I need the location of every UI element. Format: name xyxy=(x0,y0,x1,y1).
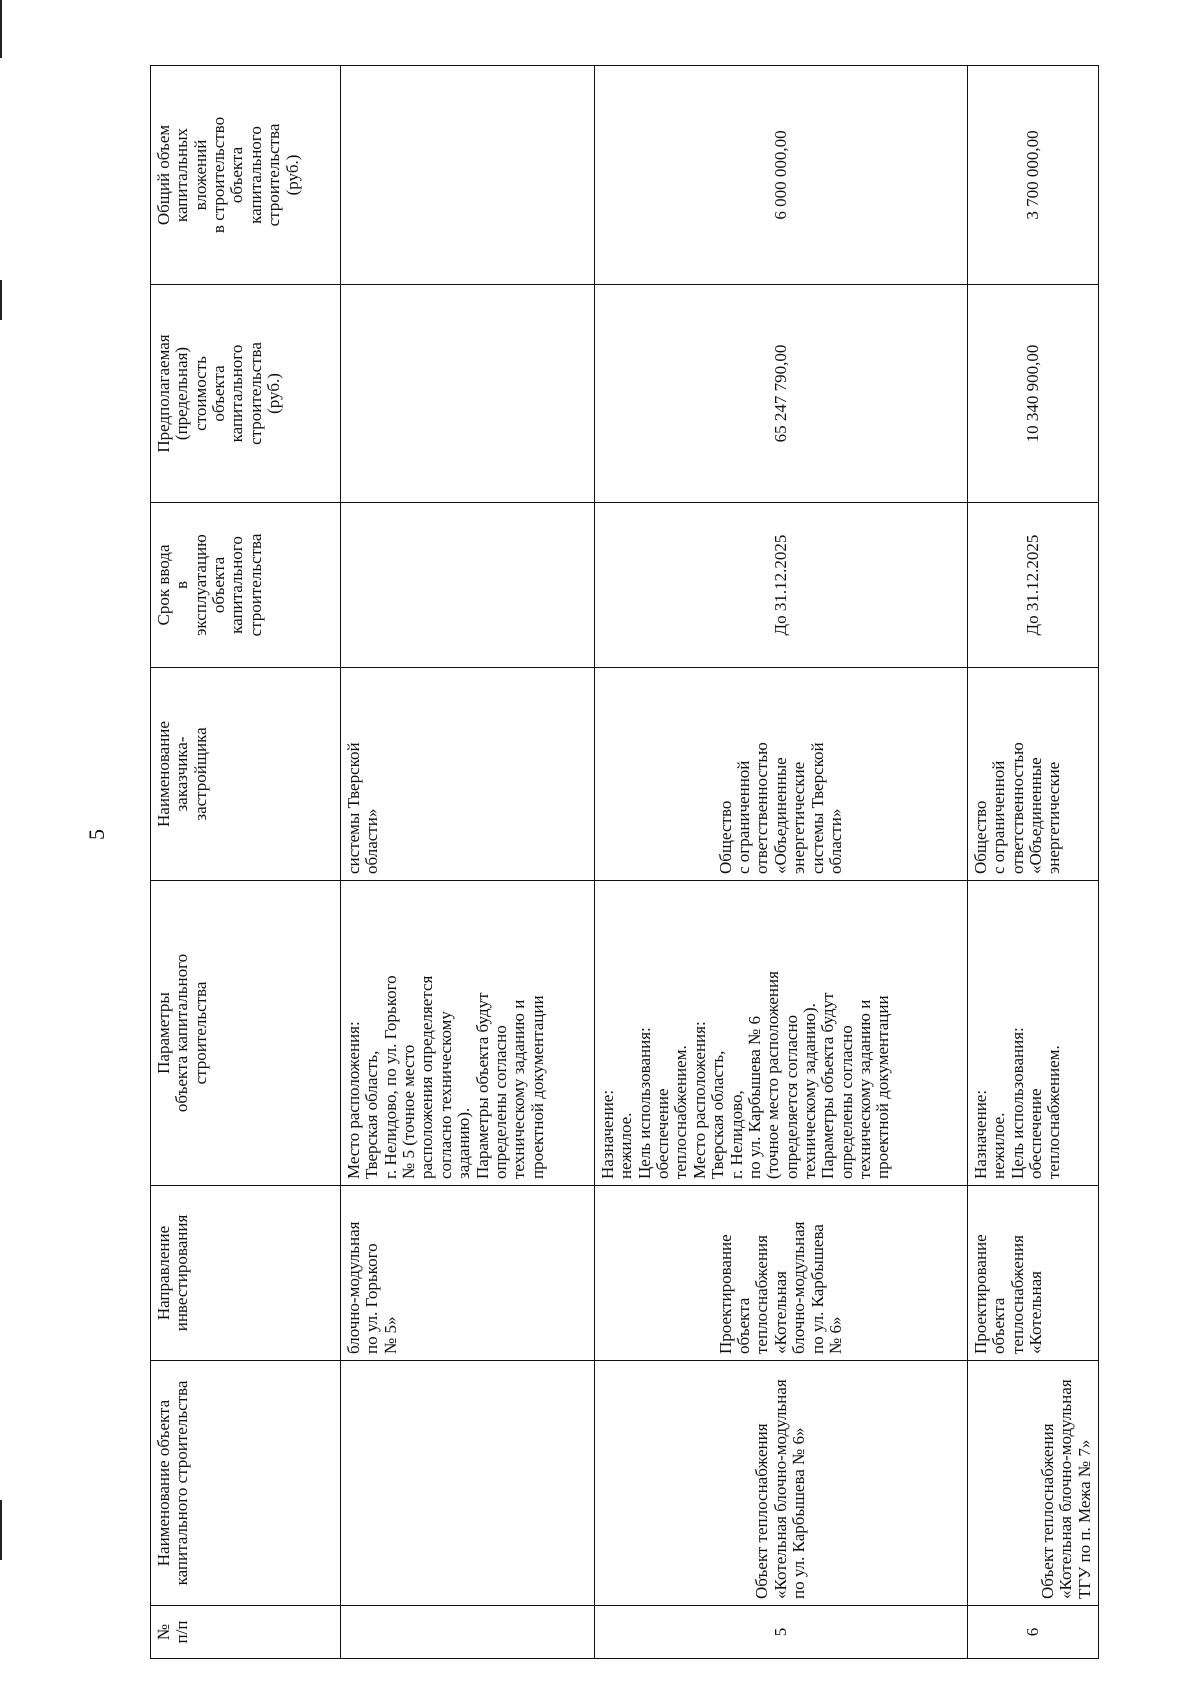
row-customer: системы Тверской области» xyxy=(341,668,595,881)
row-customer: Общество с ограниченной ответственностью «Объединенные энергетические системы Тверской области» xyxy=(595,668,968,881)
investment-table xyxy=(150,65,1099,1659)
row-params: Место расположения: Тверская область, г. Нелидово, по ул. Горького № 5 (точное место расположения определяется согласно техническому заданию). Параметры объекта будут определены согласно техническому заданию и проектной документации xyxy=(341,881,595,1186)
row-params: Назначение: нежилое. Цель использования: обеспечение теплоснабжением. Место расположения: Тверская область, г. Нелидово, по ул. Карбышева № 6 (точное место расположения определяется согласно техническому заданию). Параметры объекта будут определены согласно техническому заданию и проектной документации xyxy=(595,881,968,1186)
table-row xyxy=(595,66,968,1659)
header-num: № п/п xyxy=(151,1606,341,1659)
scan-edge-line-bottom xyxy=(0,1500,2,1560)
row-customer: Общество с ограниченной ответственностью «Объединенные энергетические xyxy=(968,668,1099,881)
row-cost xyxy=(341,285,595,503)
row-params: Назначение: нежилое. Цель использования: обеспечение теплоснабжением. xyxy=(968,881,1099,1186)
header-cost: Предполагаемая (предельная) стоимость объекта капитального строительства (руб.) xyxy=(151,285,341,503)
table-row xyxy=(968,66,1099,1659)
row-total xyxy=(341,66,595,285)
row-cost: 65 247 790,00 xyxy=(595,285,968,503)
header-params: Параметры объекта капитального строительства xyxy=(151,881,341,1186)
page-number: 5 xyxy=(84,829,109,840)
header-deadline: Срок ввода в эксплуатацию объекта капитального строительства xyxy=(151,503,341,668)
row-name xyxy=(341,1361,595,1606)
row-num: 5 xyxy=(595,1606,968,1659)
row-deadline: До 31.12.2025 xyxy=(595,503,968,668)
row-deadline xyxy=(341,503,595,668)
rotated-page xyxy=(150,66,1098,1659)
header-total: Общий объем капитальных вложений в строительство объекта капитального строительства (руб.) xyxy=(151,66,341,285)
row-total: 6 000 000,00 xyxy=(595,66,968,285)
row-direction: Проектирование объекта теплоснабжения «Котельная блочно-модульная по ул. Карбышева № 6» xyxy=(595,1186,968,1361)
row-num: 6 xyxy=(968,1606,1099,1659)
row-name: Объект теплоснабжения «Котельная блочно-модульная по ул. Карбышева № 6» xyxy=(595,1361,968,1606)
row-direction: блочно-модульная по ул. Горького № 5» xyxy=(341,1186,595,1361)
row-num xyxy=(341,1606,595,1659)
scan-edge-line-top xyxy=(0,0,2,58)
header-name: Наименование объекта капитального строительства xyxy=(151,1361,341,1606)
row-deadline: До 31.12.2025 xyxy=(968,503,1099,668)
row-name: Объект теплоснабжения «Котельная блочно-модульная ТГУ по п. Межа № 7» xyxy=(968,1361,1099,1606)
scan-edge-line-middle xyxy=(0,280,2,320)
row-direction: Проектирование объекта теплоснабжения «Котельная xyxy=(968,1186,1099,1361)
row-cost: 10 340 900,00 xyxy=(968,285,1099,503)
header-direction: Направление инвестирования xyxy=(151,1186,341,1361)
row-total: 3 700 000,00 xyxy=(968,66,1099,285)
table-header-row xyxy=(151,66,341,1659)
table-row xyxy=(341,66,595,1659)
header-customer: Наименование заказчика- застройщика xyxy=(151,668,341,881)
